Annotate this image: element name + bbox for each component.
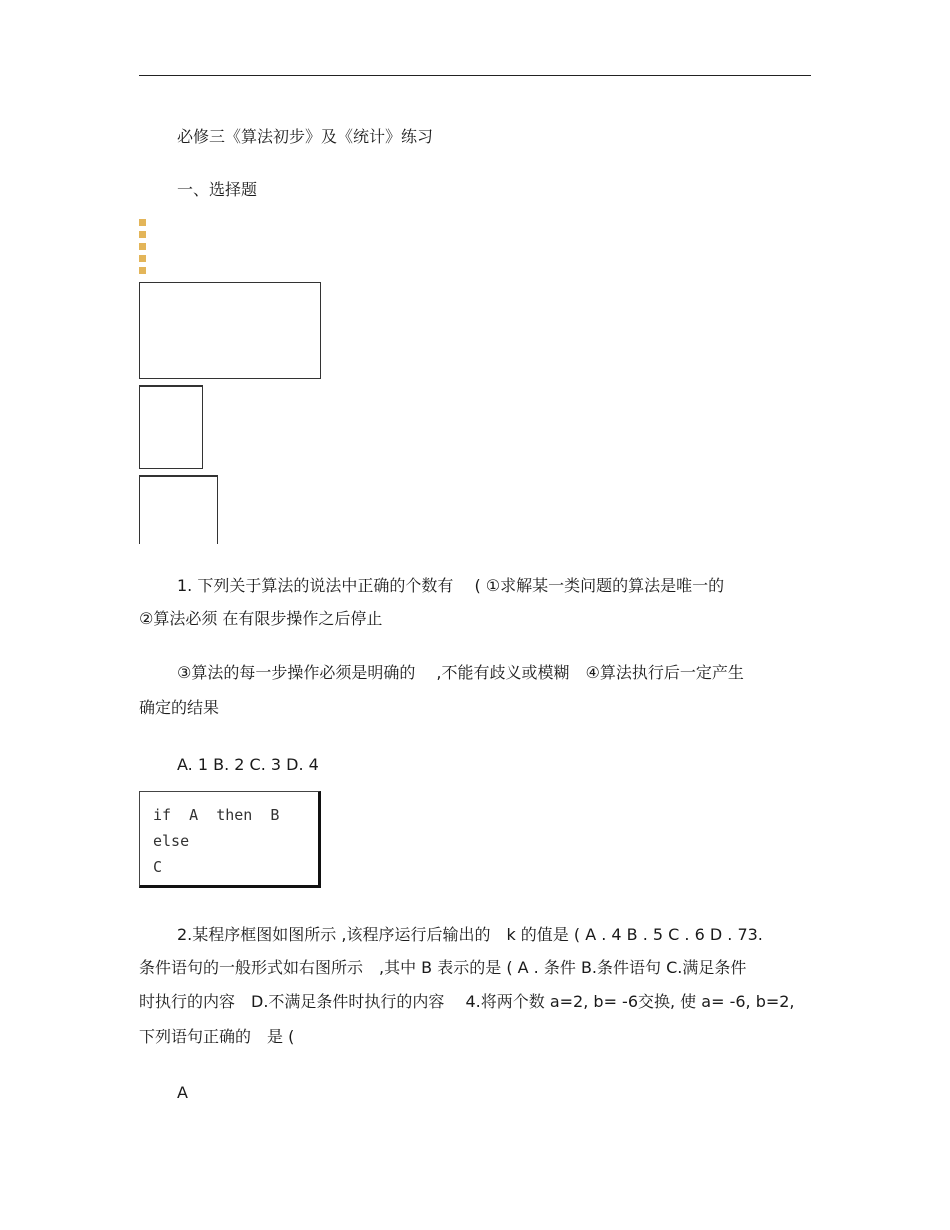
question-1-line-3: ③算法的每一步操作必须是明确的 ,不能有歧义或模糊 ④算法执行后一定产生	[177, 663, 744, 682]
code-line-2: else	[153, 832, 190, 850]
question-2-line-4: 下列语句正确的 是 (	[139, 1027, 295, 1046]
marker-dot	[139, 243, 146, 250]
flowchart-frame-1	[139, 282, 321, 379]
conditional-statement-figure	[139, 791, 321, 888]
question-2-line-2: 条件语句的一般形式如右图所示 ,其中 B 表示的是 ( A . 条件 B.条件语句 C.满足条件	[139, 958, 747, 977]
document-title: 必修三《算法初步》及《统计》练习	[177, 127, 434, 146]
question-2-line-3: 时执行的内容 D.不满足条件时执行的内容 4.将两个数 a=2, b= -6交换, 使 a= -6, b=2,	[139, 992, 795, 1011]
section-heading: 一、选择题	[177, 180, 258, 199]
question-1-line-2: ②算法必须 在有限步操作之后停止	[139, 609, 383, 628]
marker-dot	[139, 219, 146, 226]
question-2-line-1: 2.某程序框图如图所示 ,该程序运行后输出的 k 的值是 ( A . 4 B . 5 C . 6 D . 73.	[177, 925, 763, 944]
header-rule	[139, 75, 811, 76]
code-line-3: C	[153, 858, 163, 876]
code-line-1: if A then B	[153, 806, 280, 824]
marker-dot	[139, 231, 146, 238]
flowchart-frame-2	[139, 385, 203, 469]
question-1-options: A. 1 B. 2 C. 3 D. 4	[177, 755, 319, 774]
flowchart-frame-3	[139, 475, 218, 544]
question-1-line-4: 确定的结果	[139, 698, 220, 717]
marker-dot	[139, 267, 146, 274]
broken-image-marker	[139, 219, 147, 279]
question-4-option-a: A	[177, 1083, 188, 1102]
question-1-line-1: 1. 下列关于算法的说法中正确的个数有 ( ①求解某一类问题的算法是唯一的	[177, 576, 725, 595]
marker-dot	[139, 255, 146, 262]
